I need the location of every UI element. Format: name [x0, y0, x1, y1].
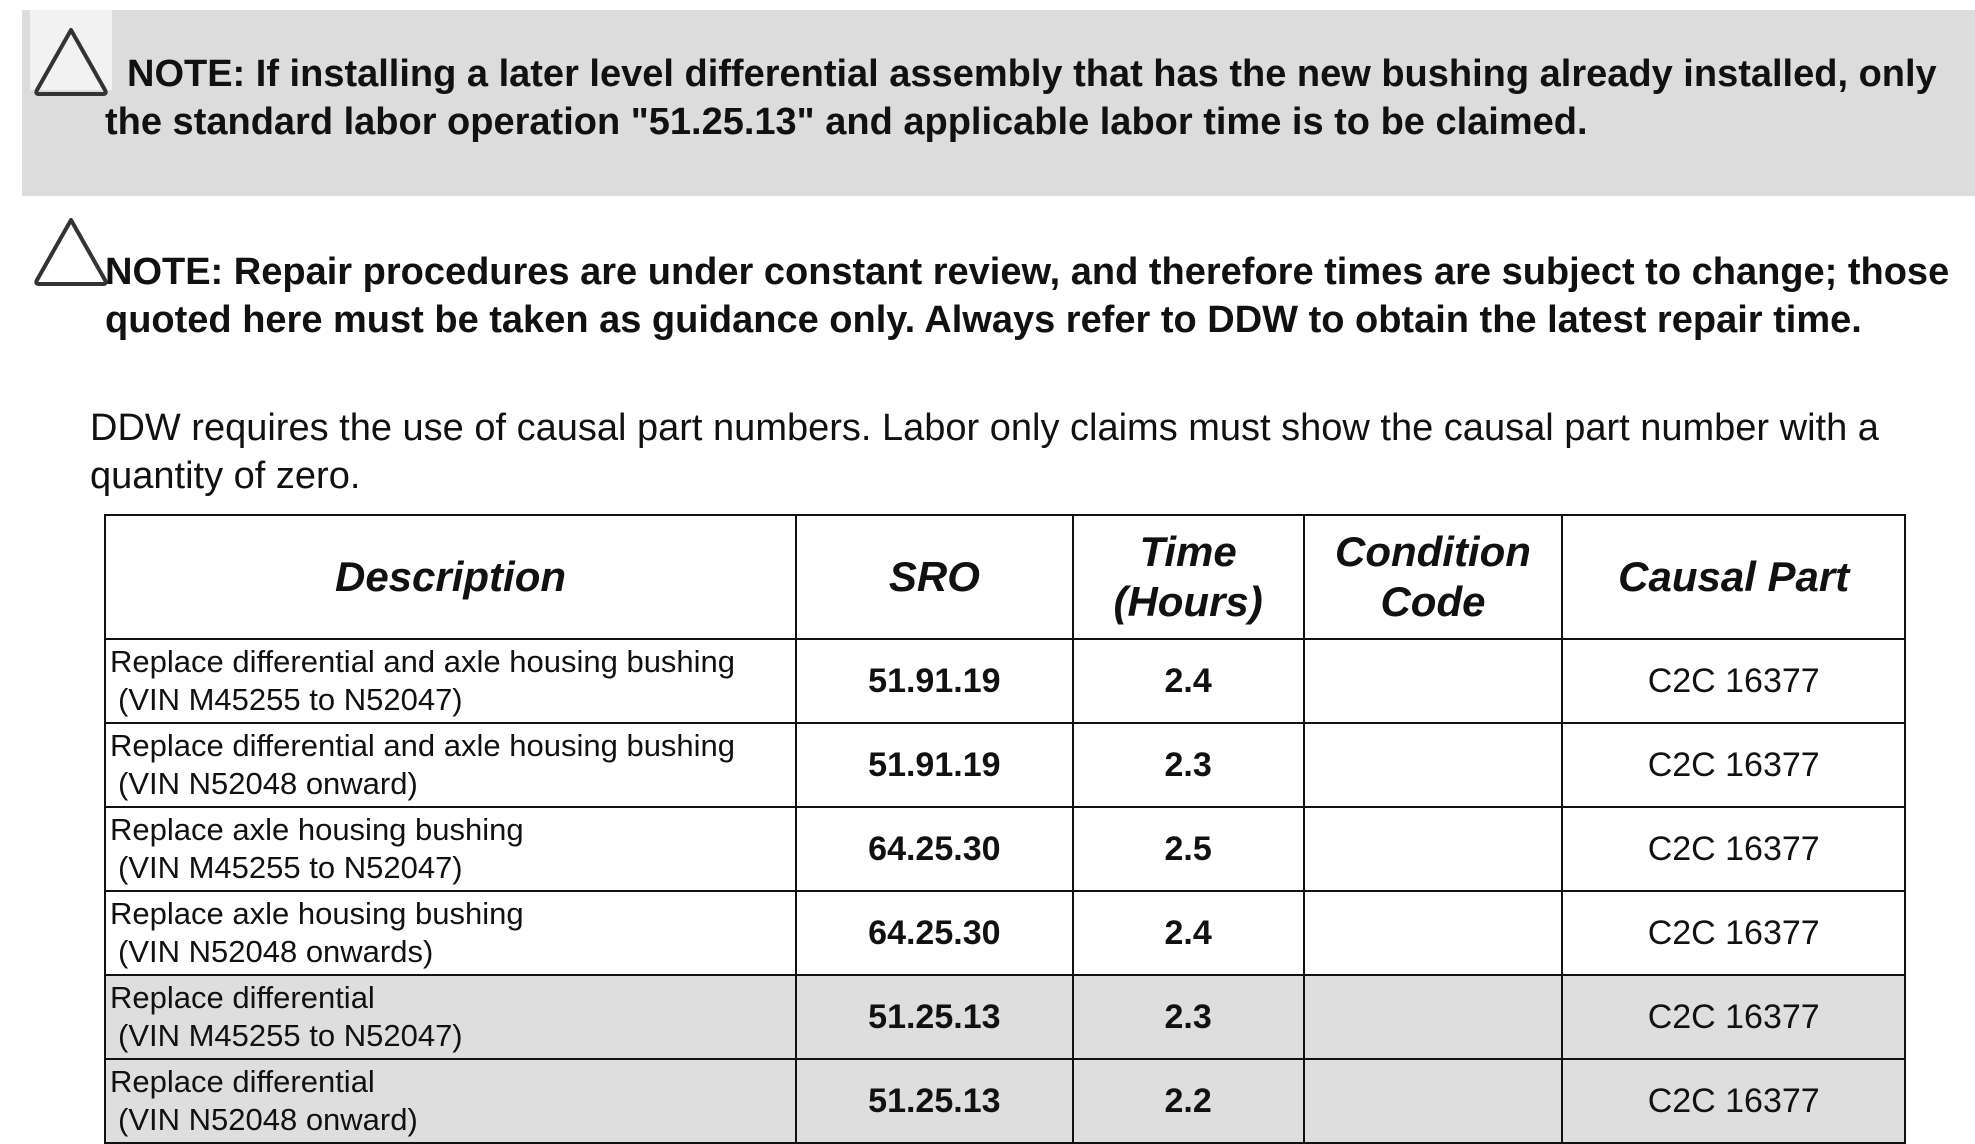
description-line2: (VIN M45255 to N52047): [118, 682, 463, 717]
condition-code-cell: [1304, 1059, 1563, 1143]
note-label: NOTE:: [105, 251, 224, 293]
causal-part-cell: C2C 16377: [1562, 891, 1905, 975]
causal-part-cell: C2C 16377: [1562, 807, 1905, 891]
labor-time-table: [104, 514, 1906, 1144]
sro-cell: 51.25.13: [796, 975, 1073, 1059]
condition-code-cell: [1304, 807, 1563, 891]
description-cell: [105, 891, 796, 975]
description-line2: (VIN N52048 onward): [118, 766, 418, 801]
description-line2: (VIN M45255 to N52047): [118, 850, 463, 885]
time-cell: 2.3: [1073, 723, 1304, 807]
warning-triangle-icon: [33, 26, 109, 96]
header-time: [1073, 515, 1304, 639]
intro-paragraph: DDW requires the use of causal part numbers. Labor only claims must show the causal part number with a quantity of zero.: [90, 407, 1879, 497]
table-row: [105, 807, 1905, 891]
header-time-line1: Time: [1139, 528, 1237, 575]
table-row: [105, 1059, 1905, 1143]
table-row: [105, 639, 1905, 723]
description-line1: Replace differential: [110, 980, 375, 1015]
note-body: Repair procedures are under constant review, and therefore times are subject to change; those quoted here must be taken as guidance only. Always refer to DDW to obtain the latest repair time.: [105, 251, 1950, 341]
header-sro: SRO: [796, 515, 1073, 639]
sro-cell: 64.25.30: [796, 891, 1073, 975]
note-text: [105, 50, 1975, 146]
sro-cell: 64.25.30: [796, 807, 1073, 891]
sro-cell: 51.91.19: [796, 723, 1073, 807]
description-cell: [105, 975, 796, 1059]
note-text: [105, 248, 1975, 344]
note-highlighted: [22, 10, 1975, 196]
table-row: [105, 975, 1905, 1059]
note-label: NOTE:: [127, 53, 246, 95]
description-line1: Replace differential: [110, 1064, 375, 1099]
header-causal-part: Causal Part: [1562, 515, 1905, 639]
description-line1: Replace differential and axle housing bushing: [110, 644, 736, 679]
description-line1: Replace differential and axle housing bushing: [110, 728, 736, 763]
condition-code-cell: [1304, 891, 1563, 975]
causal-part-cell: C2C 16377: [1562, 975, 1905, 1059]
description-cell: [105, 807, 796, 891]
table-row: [105, 723, 1905, 807]
warning-triangle-icon: [33, 216, 109, 286]
description-line1: Replace axle housing bushing: [110, 812, 524, 847]
description-line2: (VIN N52048 onward): [118, 1102, 418, 1137]
description-cell: [105, 1059, 796, 1143]
description-line2: (VIN M45255 to N52047): [118, 1018, 463, 1053]
description-cell: [105, 639, 796, 723]
causal-part-cell: C2C 16377: [1562, 639, 1905, 723]
time-cell: 2.3: [1073, 975, 1304, 1059]
table-header-row: [105, 515, 1905, 639]
header-condition-line1: Condition: [1334, 528, 1531, 575]
causal-part-cell: C2C 16377: [1562, 723, 1905, 807]
header-condition-line2: Code: [1380, 578, 1486, 625]
header-description: Description: [105, 515, 796, 639]
description-cell: [105, 723, 796, 807]
time-cell: 2.5: [1073, 807, 1304, 891]
sro-cell: 51.91.19: [796, 639, 1073, 723]
time-cell: 2.4: [1073, 639, 1304, 723]
note-body: If installing a later level differential assembly that has the new bushing already installed, only the standard labor operation "51.25.13" and applicable labor time is to be claimed.: [105, 53, 1937, 143]
description-line1: Replace axle housing bushing: [110, 896, 524, 931]
time-cell: 2.4: [1073, 891, 1304, 975]
header-time-line2: (Hours): [1113, 578, 1263, 625]
condition-code-cell: [1304, 723, 1563, 807]
table-row: [105, 891, 1905, 975]
time-cell: 2.2: [1073, 1059, 1304, 1143]
header-condition: [1304, 515, 1563, 639]
description-line2: (VIN N52048 onwards): [118, 934, 434, 969]
condition-code-cell: [1304, 975, 1563, 1059]
condition-code-cell: [1304, 639, 1563, 723]
causal-part-cell: C2C 16377: [1562, 1059, 1905, 1143]
sro-cell: 51.25.13: [796, 1059, 1073, 1143]
